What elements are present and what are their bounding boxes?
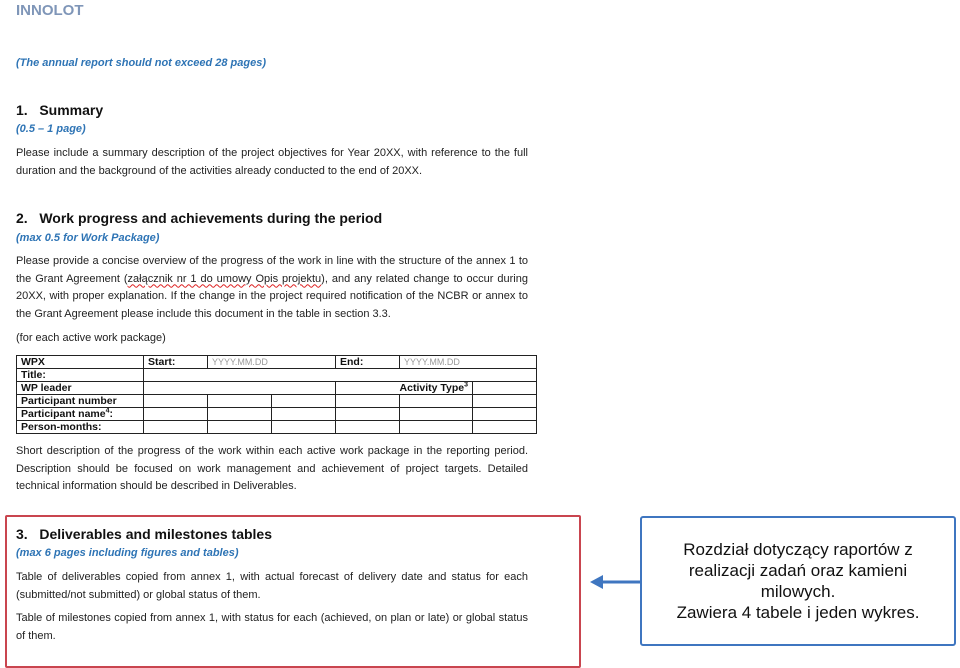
- arrow-left-icon: [588, 573, 642, 591]
- polish-annex-reference: załącznik nr 1 do umowy Opis projektu: [127, 272, 322, 285]
- section-3-length-note: (max 6 pages including figures and tables): [16, 547, 239, 559]
- active-wp-note: (for each active work package): [16, 332, 166, 344]
- section-3-body: [16, 569, 528, 645]
- person-months-label: Person-months:: [17, 421, 144, 434]
- brand-logo-text: INNOLOT: [16, 2, 84, 19]
- table-row: [17, 369, 537, 382]
- section-2-body: [16, 253, 528, 323]
- activity-type-label: [336, 382, 473, 395]
- table-row: [17, 408, 537, 421]
- callout-text: [677, 539, 920, 623]
- table-cell[interactable]: [336, 421, 400, 434]
- table-row: [17, 382, 537, 395]
- table-cell[interactable]: [473, 408, 537, 421]
- table-cell[interactable]: [400, 395, 473, 408]
- table-cell[interactable]: [473, 421, 537, 434]
- participant-name-colon: :: [109, 408, 114, 420]
- start-date-field[interactable]: YYYY.MM.DD: [208, 356, 336, 369]
- milestones-paragraph: Table of milestones copied from annex 1, with status for each (achieved, on plan or late) or global status of them.: [16, 612, 528, 642]
- table-cell[interactable]: [144, 395, 208, 408]
- table-row: [17, 421, 537, 434]
- end-label: End:: [336, 356, 400, 369]
- section-2-heading: 2. Work progress and achievements during the period: [16, 210, 383, 226]
- section-1-body: [16, 145, 528, 180]
- page-limit-note: (The annual report should not exceed 28 pages): [16, 57, 266, 69]
- section-1-length-note: (0.5 – 1 page): [16, 123, 86, 135]
- footnote-4-marker: 4: [105, 407, 110, 415]
- table-cell[interactable]: [400, 421, 473, 434]
- table-cell[interactable]: [336, 408, 400, 421]
- footnote-3-marker: 3: [464, 381, 469, 389]
- callout-line: realizacji zadań oraz kamieni: [688, 561, 908, 580]
- table-cell[interactable]: [208, 421, 272, 434]
- activity-type-field[interactable]: [473, 382, 537, 395]
- activity-type-text: Activity Type: [399, 382, 465, 394]
- table-cell[interactable]: [272, 421, 336, 434]
- section-3-heading: 3. Deliverables and milestones tables: [16, 526, 272, 542]
- section-2-length-note: (max 0.5 for Work Package): [16, 232, 160, 244]
- table-row: [17, 395, 537, 408]
- start-label: Start:: [144, 356, 208, 369]
- section-2-text-a: Please provide a concise overview of the progress of the work in line with the structure of the annex 1 to the Grant Agreement (: [16, 255, 528, 285]
- progress-description-paragraph: Short description of the progress of the work within each active work package in the reporting period. Description should be focused on work management and achievement of project targets. Detailed technical information should be described in Deliverables.: [16, 445, 528, 492]
- section-1-paragraph: Please include a summary description of the project objectives for Year 20XX, with reference to the full duration and the background of the activities already conducted to the end of 20XX.: [16, 147, 528, 177]
- section-2-after-table: [16, 443, 528, 496]
- table-cell[interactable]: [208, 408, 272, 421]
- table-cell[interactable]: [400, 408, 473, 421]
- table-cell[interactable]: [144, 421, 208, 434]
- wp-leader-field[interactable]: [144, 382, 336, 395]
- section-1-heading: 1. Summary: [16, 102, 104, 118]
- table-cell[interactable]: [208, 395, 272, 408]
- table-cell[interactable]: [144, 408, 208, 421]
- participant-name-label: [17, 408, 144, 421]
- callout-line: Zawiera 4 tabele i jeden wykres.: [676, 603, 920, 622]
- wp-leader-label: WP leader: [17, 382, 144, 395]
- participant-name-text: Participant name: [21, 408, 106, 420]
- wpx-label: WPX: [17, 356, 144, 369]
- deliverables-paragraph: Table of deliverables copied from annex 1, with actual forecast of delivery date and status for each (submitted/not submitted) or global status of them.: [16, 571, 528, 601]
- section-2-text-b: ), and any related change to occur during 20XX, with proper explanation. If the change in the project required notification of the NCBR or annex to the Grant Agreement please include this document in the table in section 3.3.: [16, 272, 528, 320]
- section-2-paragraph: [16, 253, 528, 323]
- callout-line: milowych.: [760, 582, 836, 601]
- table-cell[interactable]: [336, 395, 400, 408]
- title-field[interactable]: [144, 369, 537, 382]
- table-cell[interactable]: [272, 395, 336, 408]
- work-package-table: [16, 355, 537, 434]
- title-label: Title:: [17, 369, 144, 382]
- table-cell[interactable]: [473, 395, 537, 408]
- table-cell[interactable]: [272, 408, 336, 421]
- callout-box: [640, 516, 956, 646]
- table-row: [17, 356, 537, 369]
- end-date-field[interactable]: YYYY.MM.DD: [400, 356, 537, 369]
- participant-number-label: Participant number: [17, 395, 144, 408]
- callout-line: Rozdział dotyczący raportów z: [683, 540, 913, 559]
